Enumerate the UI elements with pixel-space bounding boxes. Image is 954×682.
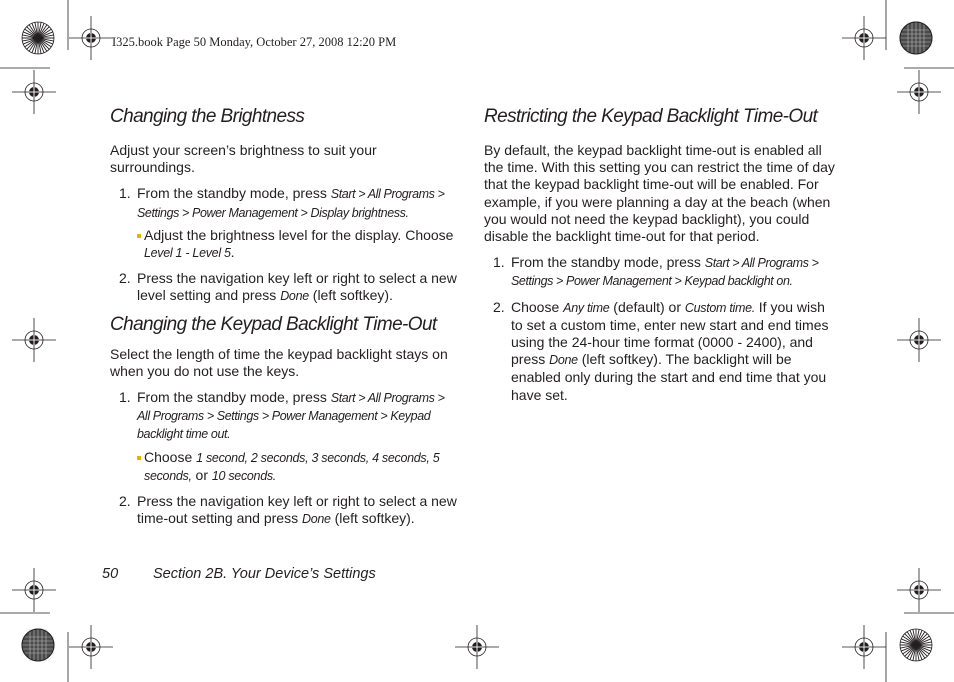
brightness-heading: Changing the Brightness	[110, 106, 305, 127]
menu-path: Start > All Programs >	[704, 256, 819, 271]
restrict-heading: Restricting the Keypad Backlight Time-Out	[484, 106, 818, 127]
step-text: From the standby mode, press	[137, 389, 327, 406]
step-number: 2.	[119, 270, 131, 287]
step-number: 1.	[119, 389, 131, 406]
step-choose: Choose	[511, 298, 560, 315]
custom-time-option: Custom time.	[684, 300, 755, 315]
timeout-last-option: 10 seconds.	[211, 468, 276, 483]
step-number: 2.	[493, 298, 505, 315]
bullet-or: or	[195, 466, 208, 483]
step-text: From the standby mode, press	[137, 185, 327, 202]
done-softkey: Done	[301, 512, 331, 527]
menu-path: Start > All Programs >	[330, 391, 445, 406]
brightness-bullet: Adjust the brightness level for the display. Choose Level 1 - Level 5.	[110, 227, 460, 262]
keypad-intro: Select the length of time the keypad backlight stays on when you do not use the keys.	[110, 345, 448, 379]
restrict-intro: By default, the keypad backlight time-out is enabled all the time. With this setting you can restrict the time of day that the keypad backlight time-out will be enabled. For example, if you were planning a day at the beach (when you would not need the keypad backlight), you could disable the backlight time-out for that period.	[484, 142, 835, 245]
print-header: I325.book Page 50 Monday, October 27, 2008 12:20 PM	[112, 35, 397, 49]
step-text: From the standby mode, press	[511, 254, 701, 271]
timeout-options: 1 second, 2 seconds, 3 seconds, 4 seconds, 5 seconds,	[144, 450, 440, 483]
step-text: Press the navigation key left or right to select a new time-out setting and press	[137, 493, 457, 527]
step-text: If you wish to set a custom time, enter new start and end times using the 24-hour time format (0000 - 2400), and press	[511, 298, 829, 368]
menu-path-continued: Settings > Power Management > Keypad backlight on.	[511, 274, 793, 289]
done-softkey: Done	[280, 289, 309, 304]
brightness-intro: Adjust your screen’s brightness to suit your surroundings.	[110, 142, 377, 176]
section-title: Section 2B. Your Device’s Settings	[153, 566, 376, 582]
bullet-text: Adjust the brightness level for the display. Choose	[144, 226, 454, 243]
menu-path: Start > All Programs >	[330, 187, 445, 202]
any-time-option: Any time	[563, 300, 610, 315]
keypad-heading: Changing the Keypad Backlight Time-Out	[110, 313, 437, 335]
bullet-text: Choose	[144, 448, 193, 465]
step-text-end: (left softkey).	[334, 510, 415, 527]
menu-path-continued: Settings > Power Management > Display brightness.	[137, 205, 409, 220]
done-softkey: Done	[549, 353, 578, 368]
menu-path-continued: All Programs > Settings > Power Management > Keypad backlight time out.	[137, 409, 431, 442]
page-number: 50	[102, 566, 119, 582]
default-text: (default) or	[613, 298, 681, 315]
step-text-end: (left softkey). The backlight will be enabled only during the start and end time that you have set.	[511, 351, 827, 403]
step-number: 1.	[119, 185, 131, 202]
step-number: 1.	[493, 254, 505, 271]
step-text-end: (left softkey).	[312, 287, 393, 304]
bullet-value: Level 1 - Level 5	[144, 246, 231, 261]
step-number: 2.	[119, 493, 131, 510]
step-text: Press the navigation key left or right to select a new level setting and press	[137, 270, 457, 304]
